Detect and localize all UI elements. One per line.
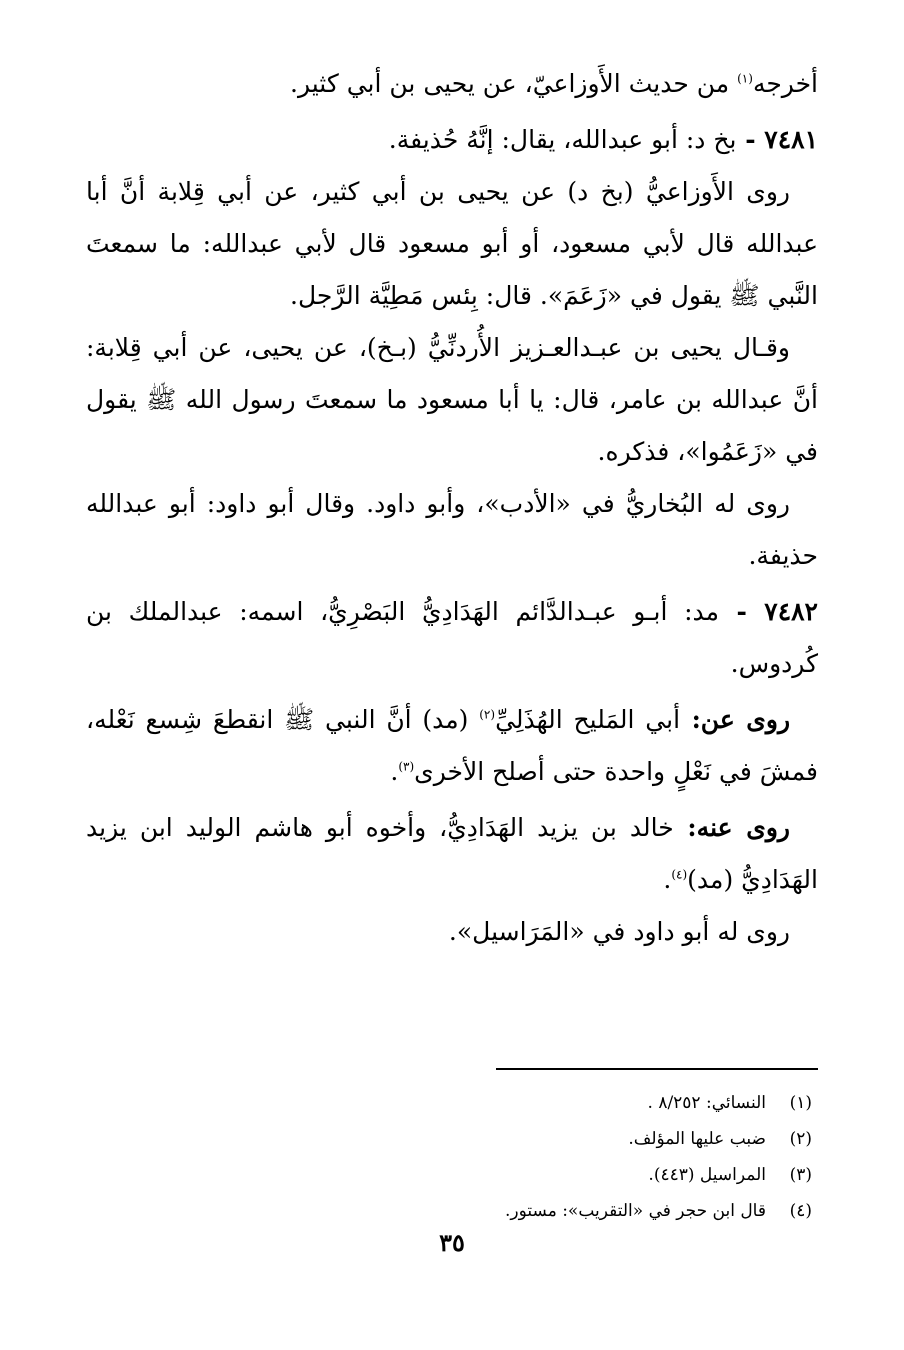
text-run: أبي المَليح الهُذَلِيِّ bbox=[495, 705, 681, 734]
entry-7482-heading bbox=[86, 586, 818, 690]
footnote-item bbox=[86, 1193, 812, 1229]
footnote-text: المراسيل (٤٤٣). bbox=[648, 1165, 766, 1185]
footnote-ref: (٤) bbox=[671, 867, 688, 882]
entry-number: ٧٤٨١ - bbox=[736, 125, 818, 154]
footnote-text: قال ابن حجر في «التقريب»: مستور. bbox=[505, 1201, 766, 1221]
paragraph-9 bbox=[86, 906, 818, 958]
footnote-mark: (٣) bbox=[789, 1165, 812, 1185]
footnote-ref: (١) bbox=[737, 71, 753, 86]
text-run: مد: أبـو عبـدالدَّائم الهَدَادِيُّ البَصْرِيُّ، اسمه: عبدالملك بن كُردوس. bbox=[86, 597, 818, 678]
text-run: من حديث الأَوزاعيّ، عن يحيى بن أبي كثير. bbox=[290, 69, 738, 98]
section-lead: روى عن: bbox=[680, 705, 791, 734]
text-run: (مد) أنَّ النبي ﷺ انقطعَ شِسع نَعْله، فمشَ في نَعْلٍ واحدة حتى أصلح الأخرى bbox=[86, 705, 818, 786]
main-text bbox=[86, 58, 818, 958]
entry-7481-heading bbox=[86, 114, 818, 166]
footnote-separator bbox=[496, 1068, 818, 1070]
paragraph-1 bbox=[86, 58, 818, 110]
text-run: بخ د: أبو عبدالله، يقال: إنَّهُ حُذيفة. bbox=[388, 125, 737, 154]
text-run: خالد بن يزيد الهَدَادِيُّ، وأخوه أبو هاشم الوليد ابن يزيد الهَدَادِيُّ (مد) bbox=[86, 813, 818, 894]
paragraph-8 bbox=[86, 802, 818, 906]
text-run: . bbox=[390, 757, 399, 786]
section-lead: روى عنه: bbox=[673, 813, 790, 842]
footnote-mark: (١) bbox=[789, 1093, 812, 1113]
text-run: روى له البُخاريُّ في «الأدب»، وأبو داود. وقال أبو داود: أبو عبدالله حذيفة. bbox=[86, 489, 818, 570]
footnote-ref: (٣) bbox=[398, 759, 415, 774]
text-run: أخرجه bbox=[752, 69, 818, 98]
footnote-mark: (٢) bbox=[789, 1129, 812, 1149]
paragraph-3 bbox=[86, 166, 818, 322]
footnote-item bbox=[86, 1085, 812, 1121]
text-run: وقـال يحيى بن عبـدالعـزيز الأُردنِّيُّ (بـخ)، عن يحيى، عن أبي قِلابة: أنَّ عبدالله بن عامر، قال: يا أبا مسعود ما سمعتَ رسول الله ﷺ يقول في «زَعَمُوا»، فذكره. bbox=[86, 333, 818, 466]
footnote-ref: (٢) bbox=[479, 707, 496, 722]
paragraph-5 bbox=[86, 478, 818, 582]
text-run: . bbox=[663, 865, 672, 894]
text-run: روى له أبو داود في «المَرَاسيل». bbox=[448, 917, 790, 946]
entry-number: ٧٤٨٢ - bbox=[719, 597, 818, 626]
paragraph-7 bbox=[86, 694, 818, 798]
footnotes bbox=[86, 1085, 812, 1229]
footnote-text: النسائي: ٨/٢٥٢ . bbox=[647, 1093, 766, 1113]
footnote-item bbox=[86, 1157, 812, 1193]
text-run: روى الأَوزاعيُّ (بخ د) عن يحيى بن أبي كثير، عن أبي قِلابة أنَّ أبا عبدالله قال لأبي مسعود، أو أبو مسعود قال لأبي عبدالله: ما سمعتَ النَّبي ﷺ يقول في «زَعَمَ». قال: بِئس مَطِيَّة الرَّجل. bbox=[86, 177, 818, 310]
footnote-mark: (٤) bbox=[789, 1201, 812, 1221]
page-number: ٣٥ bbox=[439, 1228, 465, 1257]
paragraph-4 bbox=[86, 322, 818, 478]
footnote-item bbox=[86, 1121, 812, 1157]
footnote-text: ضبب عليها المؤلف. bbox=[628, 1129, 766, 1149]
